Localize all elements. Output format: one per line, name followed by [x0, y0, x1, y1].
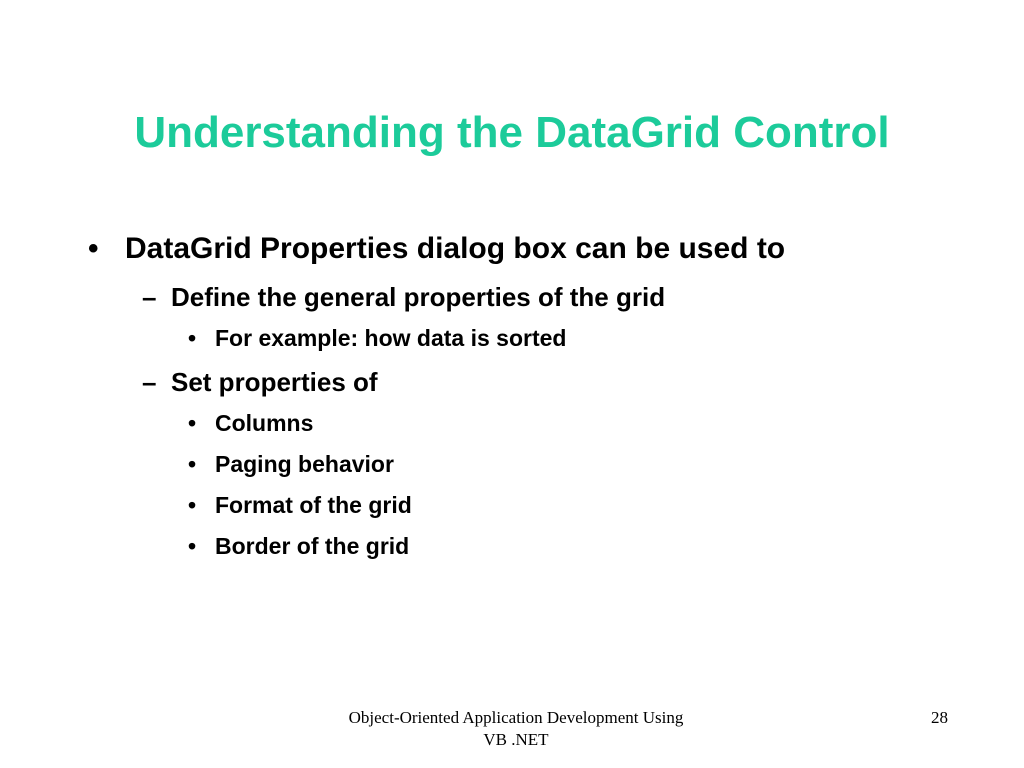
bullet-marker: • — [188, 533, 197, 559]
bullet-text: Set properties of — [171, 367, 378, 397]
dash-marker: – — [142, 282, 157, 312]
bullet-level3 — [188, 409, 314, 437]
slide-title: Understanding the DataGrid Control — [134, 108, 890, 157]
bullet-level3 — [188, 450, 394, 478]
bullet-level3 — [188, 532, 410, 560]
footer-line: VB .NET — [483, 730, 549, 749]
bullet-marker: • — [188, 451, 197, 477]
bullet-text: Paging behavior — [215, 451, 394, 477]
bullet-level2 — [142, 281, 666, 313]
dash-marker: – — [142, 367, 157, 397]
bullet-level3 — [188, 324, 567, 352]
bullet-marker: • — [188, 410, 197, 436]
bullet-text: Define the general properties of the grid — [171, 282, 666, 312]
bullet-text: For example: how data is sorted — [215, 325, 567, 351]
page-number: 28 — [931, 708, 948, 727]
bullet-text: Columns — [215, 410, 314, 436]
bullet-text: Border of the grid — [215, 533, 410, 559]
bullet-level2 — [142, 366, 378, 398]
bullet-text: DataGrid Properties dialog box can be used to — [125, 232, 786, 265]
footer-text — [300, 707, 732, 751]
bullet-marker: • — [88, 232, 99, 265]
bullet-level3 — [188, 491, 412, 519]
bullet-level1 — [88, 231, 786, 267]
bullet-marker: • — [188, 492, 197, 518]
footer-line: Object-Oriented Application Development Using — [348, 708, 684, 727]
bullet-marker: • — [188, 325, 197, 351]
bullet-text: Format of the grid — [215, 492, 412, 518]
